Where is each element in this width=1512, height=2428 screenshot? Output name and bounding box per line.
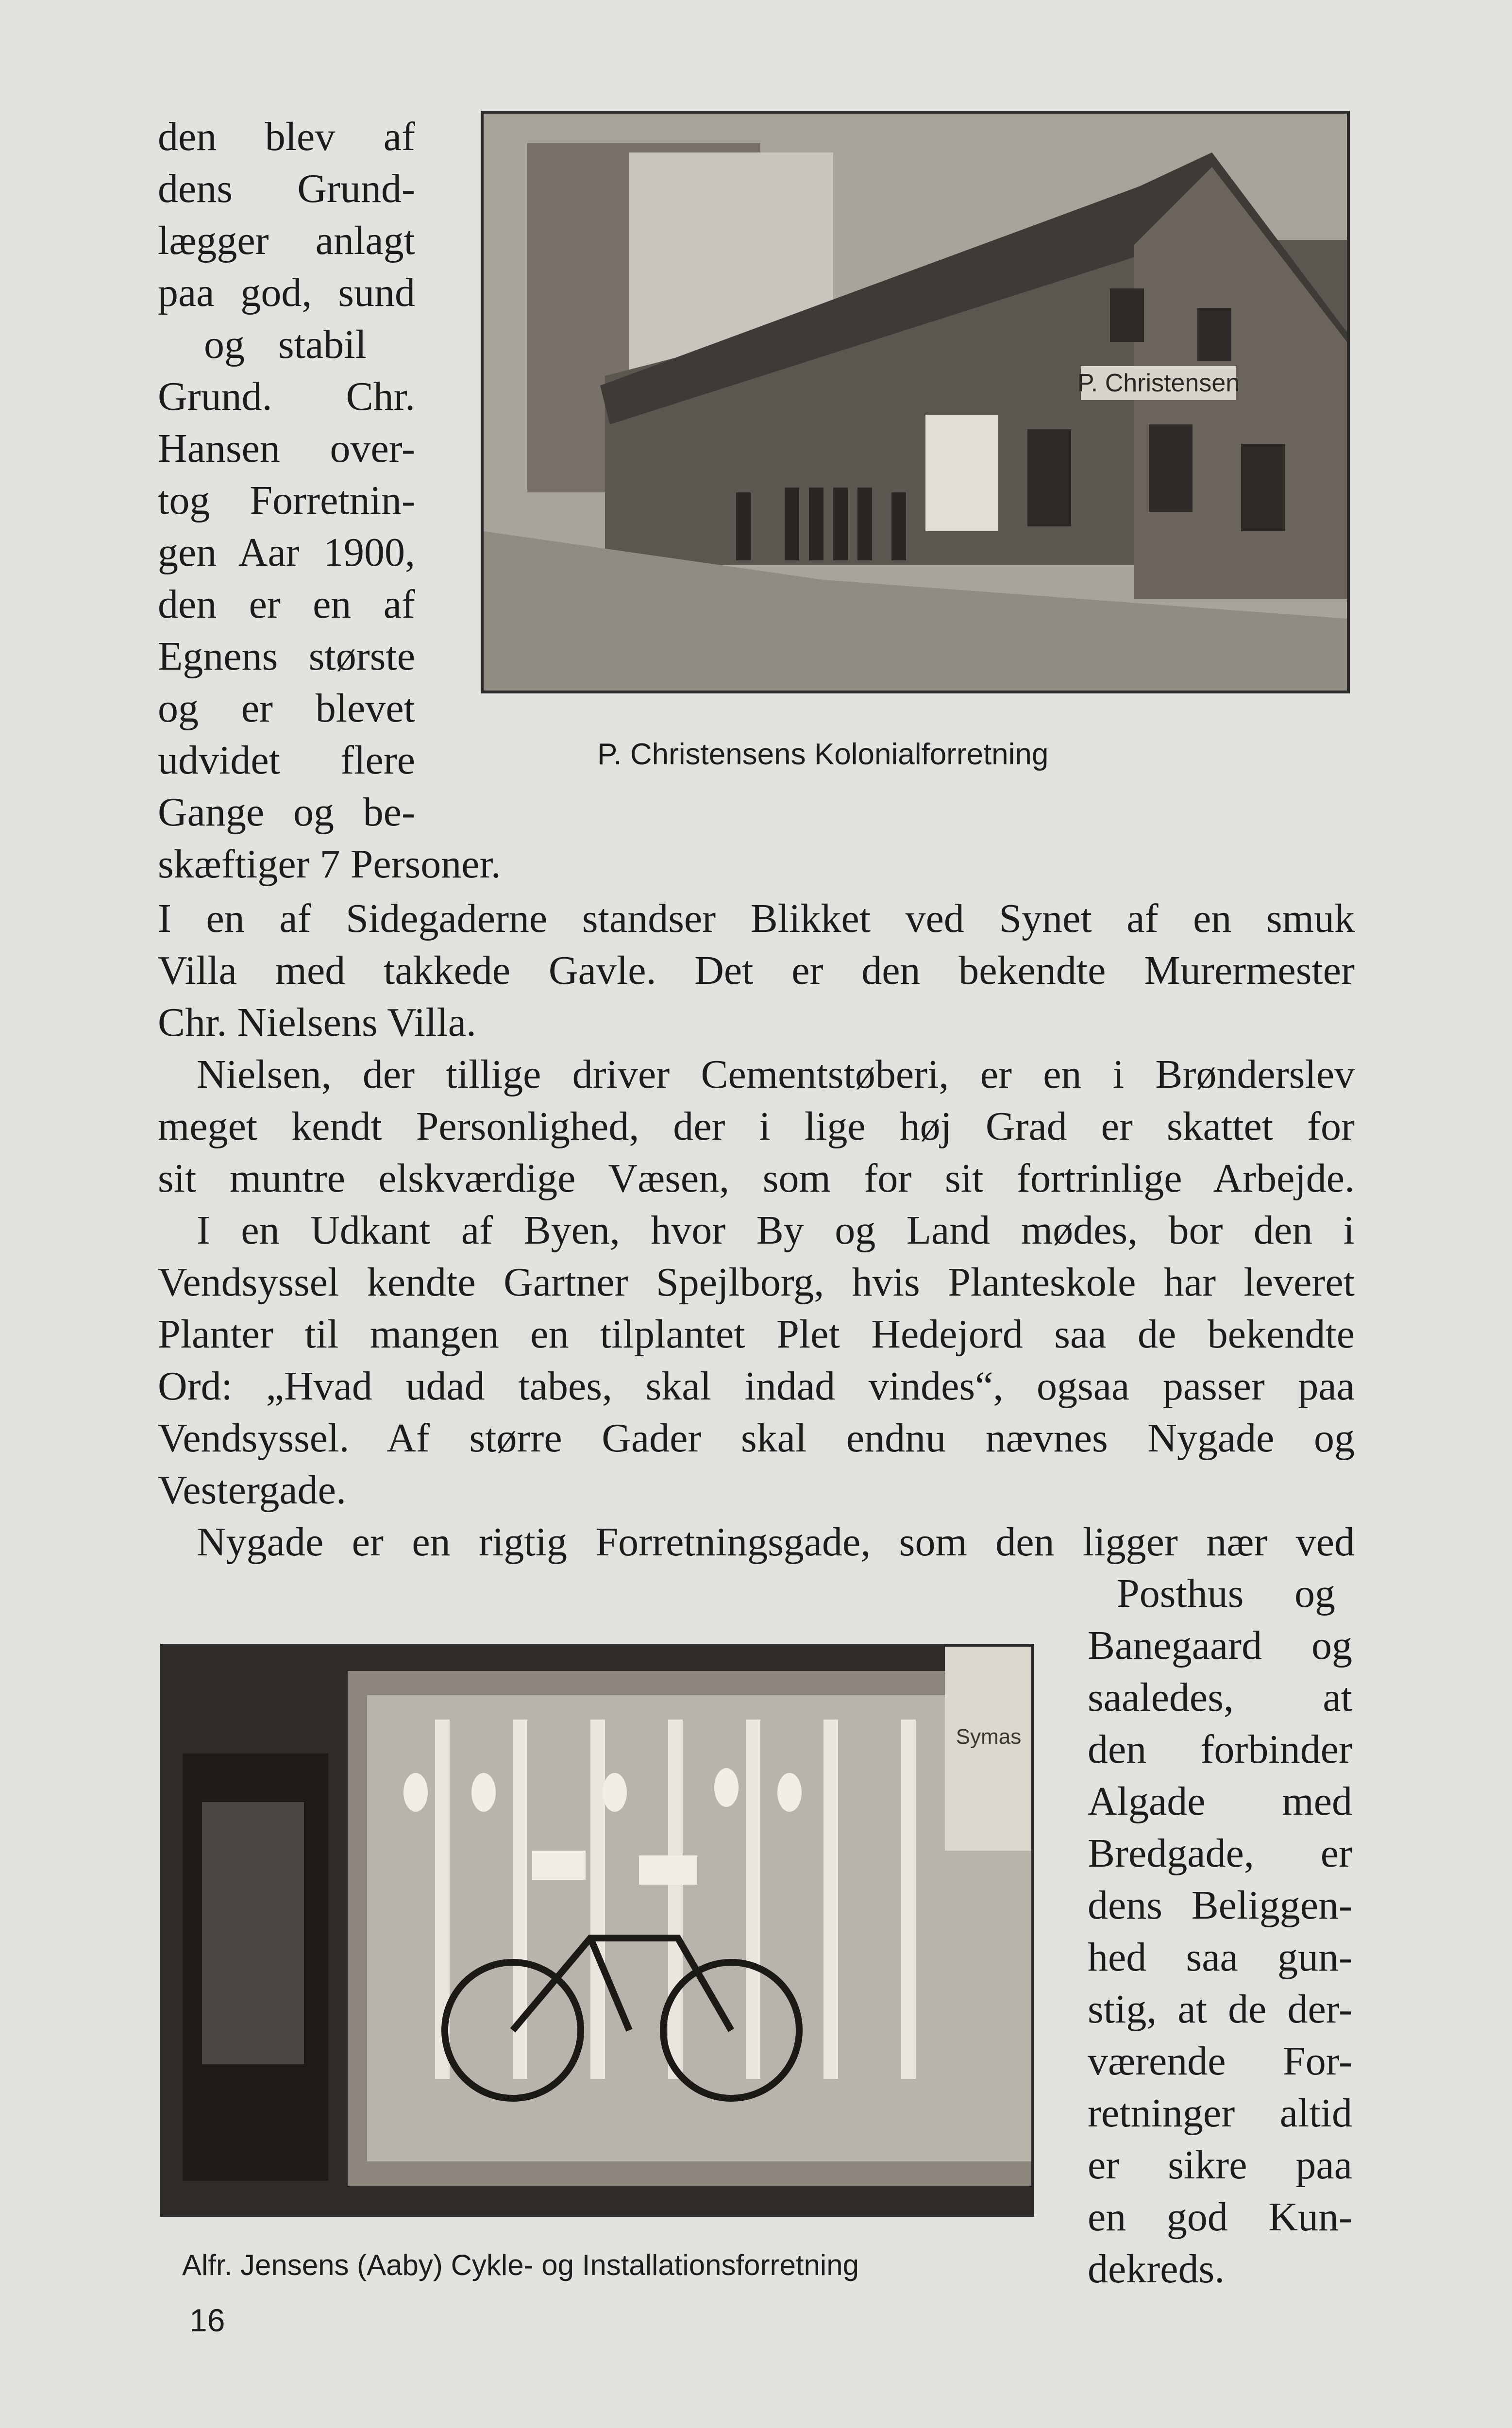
text-line: Nygade er en rigtig Forretningsgade, som den ligger nær ved (197, 1519, 1355, 1565)
text-line: I en Udkant af Byen, hvor By og Land mødes, bor den i (197, 1208, 1355, 1253)
text-line: Planter til mangen en tilplantet Plet Hedejord saa de bekendte (158, 1312, 1355, 1357)
text-line: dens Grund- (158, 166, 415, 211)
text-line: lægger anlagt (158, 218, 415, 263)
text-line: og er blevet (158, 686, 415, 731)
text-line: Grund. Chr. (158, 374, 415, 419)
text-line: Algade med (1088, 1779, 1352, 1824)
text-line: dens Beliggen- (1088, 1883, 1352, 1928)
text-line: en god Kun- (1088, 2194, 1352, 2240)
text-line: Nielsen, der tillige driver Cementstøberi, er en i Brønderslev (197, 1052, 1355, 1097)
text-line: Ord: „Hvad udad tabes, skal indad vindes“, ogsaa passer paa (158, 1364, 1355, 1409)
text-line: Gange og be- (158, 790, 415, 835)
text-line: den blev af (158, 114, 415, 159)
shop-window-illustration (163, 1647, 1031, 2214)
text-line: meget kendt Personlighed, der i lige høj Grad er skattet for (158, 1104, 1355, 1149)
text-line: hed saa gun- (1088, 1935, 1352, 1980)
text-line: sit muntre elskværdige Væsen, som for sit fortrinlige Arbejde. (158, 1156, 1355, 1201)
text-line: Vendsyssel. Af større Gader skal endnu nævnes Nygade og (158, 1416, 1355, 1461)
text-line: værende For- (1088, 2039, 1352, 2084)
caption-bottom-photo: Alfr. Jensens (Aaby) Cykle- og Installationsforretning (182, 2249, 859, 2281)
text-line: Chr. Nielsens Villa. (158, 1000, 477, 1045)
shop-sign: Symas (956, 1725, 1022, 1749)
text-line: udvidet flere (158, 738, 415, 783)
text-line: Posthus og (1117, 1571, 1335, 1616)
text-line: Banegaard og (1088, 1623, 1352, 1668)
text-line: skæftiger 7 Personer. (158, 842, 501, 887)
text-line: Vendsyssel kendte Gartner Spejlborg, hvis Planteskole har leveret (158, 1260, 1355, 1305)
text-line: stig, at de der- (1088, 1987, 1352, 2032)
text-line: retninger altid (1088, 2091, 1352, 2136)
text-line: den forbinder (1088, 1727, 1352, 1772)
text-line: og stabil (204, 322, 367, 367)
text-line: Egnens største (158, 634, 415, 679)
text-line: paa god, sund (158, 270, 415, 315)
text-line: Vestergade. (158, 1467, 346, 1513)
text-line: Villa med takkede Gavle. Det er den bekendte Murermester (158, 948, 1355, 993)
text-line: tog Forretnin- (158, 478, 415, 523)
photo-cykleforretning (160, 1644, 1034, 2217)
text-line: I en af Sidegaderne standser Blikket ved Synet af en smuk (158, 896, 1355, 941)
text-line: er sikre paa (1088, 2142, 1352, 2188)
text-line: gen Aar 1900, (158, 530, 415, 575)
text-line: den er en af (158, 582, 415, 627)
photo-kolonialforretning (481, 111, 1350, 693)
text-line: Bredgade, er (1088, 1831, 1352, 1876)
text-line: saaledes, at (1088, 1675, 1352, 1720)
page-number: 16 (189, 2302, 225, 2338)
caption-top-photo: P. Christensens Kolonialforretning (597, 738, 1049, 771)
text-line: dekreds. (1088, 2246, 1225, 2292)
building-illustration (484, 114, 1347, 691)
storefront-sign: P. Christensen (1077, 369, 1240, 397)
text-line: Hansen over- (158, 426, 415, 471)
